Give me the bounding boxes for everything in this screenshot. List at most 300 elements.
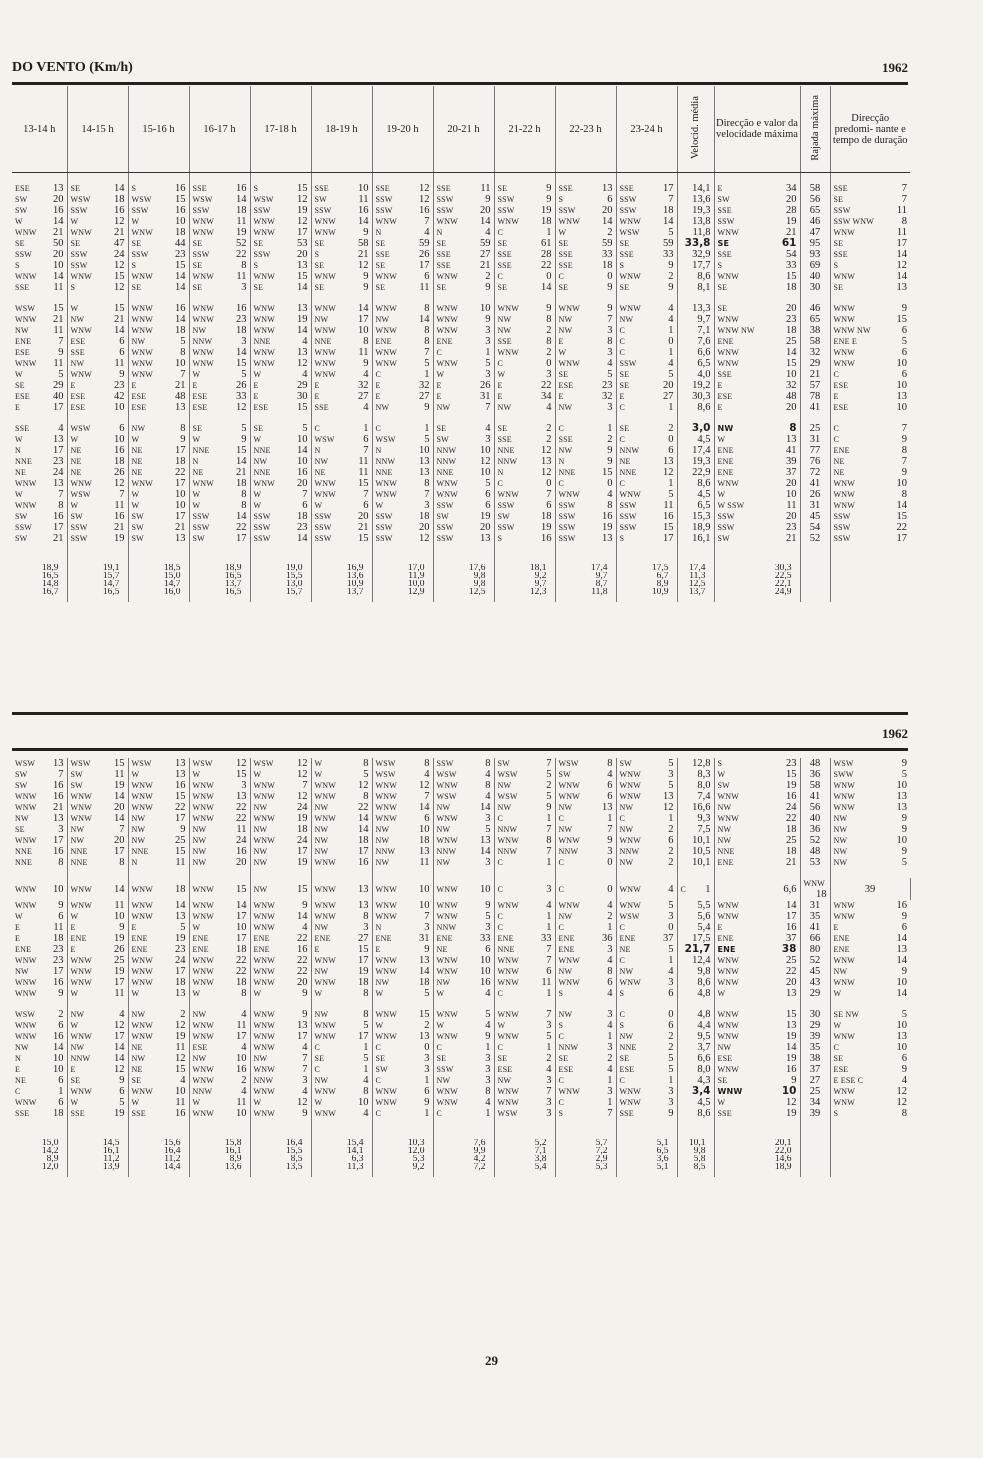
prevailing-cell: [830, 846, 910, 857]
hour-cell: [372, 977, 433, 988]
wind-direction: WNW: [131, 803, 153, 812]
wind-speed: 8: [363, 988, 369, 999]
wind-speed: 5: [424, 988, 430, 999]
max-speed-cell: [714, 769, 800, 780]
max-direction: WNW NW: [717, 326, 755, 335]
wind-direction: C: [375, 370, 382, 379]
wind-speed: 3: [607, 347, 613, 358]
hour-cell: [128, 944, 189, 955]
max-gust: 40: [809, 271, 821, 282]
average-value: [250, 564, 311, 572]
hour-cell: [555, 944, 616, 955]
wind-speed: 11: [236, 1020, 247, 1031]
gap-cell: [12, 1119, 67, 1139]
wind-direction: NW: [497, 1076, 512, 1085]
wind-direction: W: [192, 435, 201, 444]
wind-speed: 21: [114, 314, 125, 325]
hour-cell: [67, 911, 128, 922]
mean-speed: 10,1: [692, 857, 711, 868]
wind-direction: WNW: [192, 272, 214, 281]
wind-direction: WNW: [375, 479, 397, 488]
hour-cell: [67, 358, 128, 369]
table-end: [12, 1171, 910, 1177]
wind-speed: 37: [663, 933, 674, 944]
hour-cell: [311, 1086, 372, 1097]
hour-cell: [616, 1075, 677, 1086]
wind-speed: 19: [175, 933, 186, 944]
wind-direction: N: [314, 446, 321, 455]
wind-speed: 14: [114, 325, 125, 336]
wind-speed: 14: [236, 194, 247, 205]
max-speed-cell: [714, 402, 800, 413]
wind-direction: W: [192, 1098, 201, 1107]
wind-speed: 16: [602, 511, 613, 522]
hour-cell: [616, 1042, 677, 1053]
wind-direction: WNW: [314, 304, 336, 313]
table-row: [12, 238, 910, 249]
wind-speed: 5: [668, 1053, 674, 1064]
wind-speed: 10: [236, 1053, 247, 1064]
mean-speed: 10,5: [692, 846, 711, 857]
max-speed: 23: [786, 758, 797, 769]
gap-cell: [830, 1171, 910, 1177]
wind-direction: NNE: [253, 337, 271, 346]
max-gust-label: Rajada máxima: [809, 94, 821, 161]
wind-speed: 15: [297, 271, 308, 282]
prevailing-duration: 6: [901, 347, 907, 358]
wind-direction: NNW: [436, 847, 457, 856]
wind-direction: WNW: [253, 912, 275, 921]
wind-speed: 58: [358, 238, 369, 249]
hour-cell: [128, 966, 189, 977]
prevailing-direction: E ESE C: [833, 1076, 864, 1085]
hour-cell: [12, 1097, 67, 1108]
table-row: [12, 282, 910, 293]
wind-speed: 5: [668, 369, 674, 380]
prevailing-duration: 11: [896, 227, 907, 238]
prevailing-duration: 5: [901, 769, 907, 780]
wind-speed: 6: [363, 500, 369, 511]
wind-speed: 3: [241, 336, 247, 347]
hour-cell: [372, 1053, 433, 1064]
gap-cell: [372, 413, 433, 423]
hour-cell: [433, 380, 494, 391]
wind-speed: 2: [668, 857, 674, 868]
wind-speed: 17: [358, 955, 369, 966]
wind-direction: WNW: [192, 792, 214, 801]
wind-direction: S: [619, 534, 625, 543]
wind-direction: NW: [192, 326, 207, 335]
wind-speed: 18: [175, 977, 186, 988]
gust-cell: [800, 434, 830, 445]
wind-speed: 16: [297, 467, 308, 478]
table-row: [12, 205, 910, 216]
wind-direction: WNW: [436, 304, 458, 313]
wind-speed: 5: [241, 423, 247, 434]
wind-direction: WNW: [375, 912, 397, 921]
prevailing-direction: WNW: [833, 1032, 855, 1041]
wind-speed: 7: [424, 216, 430, 227]
max-gust: 32: [809, 347, 821, 358]
wind-direction: WNW: [375, 359, 397, 368]
wind-direction: E: [15, 934, 21, 943]
hour-cell: [616, 336, 677, 347]
wind-speed: 13: [297, 1020, 308, 1031]
wind-speed: 4: [241, 1042, 247, 1053]
hour-cell: [311, 511, 372, 522]
wind-direction: S: [497, 534, 503, 543]
wind-direction: ESE: [619, 1065, 635, 1074]
hour-cell: [311, 445, 372, 456]
hour-cell: [433, 1108, 494, 1119]
max-speed-cell: [714, 336, 800, 347]
hour-cell: [433, 522, 494, 533]
wind-direction: NW: [131, 337, 146, 346]
hour-cell: [189, 271, 250, 282]
hour-cell: [494, 380, 555, 391]
max-speed: 24: [786, 802, 797, 813]
max-speed: 21: [786, 857, 797, 868]
col-h20: 20-21 h: [433, 86, 494, 173]
wind-direction: ENE: [375, 934, 392, 943]
wind-speed: 18: [236, 478, 247, 489]
wind-direction: WSW: [15, 304, 36, 313]
wind-speed: 10: [114, 434, 125, 445]
wind-direction: NW: [436, 803, 451, 812]
hour-cell: [12, 966, 67, 977]
averages-row: [12, 572, 910, 580]
gap-cell: [494, 413, 555, 423]
wind-speed: 7: [302, 780, 308, 791]
wind-speed: 1: [607, 1097, 613, 1108]
wind-speed: 22: [236, 955, 247, 966]
hour-cell: [12, 1075, 67, 1086]
prevailing-cell: [830, 1108, 910, 1119]
hour-cell: [250, 249, 311, 260]
wind-speed: 36: [602, 933, 613, 944]
hour-cell: [12, 824, 67, 835]
max-speed-cell: [714, 813, 800, 824]
wind-speed: 8: [363, 1009, 369, 1020]
gust-cell: [800, 467, 830, 478]
wind-speed: 17: [114, 977, 125, 988]
hour-cell: [372, 391, 433, 402]
wind-speed: 9: [607, 456, 613, 467]
mean-speed-cell: [677, 1064, 714, 1075]
hour-cell: [555, 500, 616, 511]
average-value: [555, 564, 616, 572]
hour-cell: [311, 467, 372, 478]
gap-cell: [12, 293, 67, 303]
hour-cell: [311, 813, 372, 824]
prevailing-direction: S: [833, 261, 839, 270]
hour-cell: [250, 369, 311, 380]
wind-direction: SSE: [497, 435, 512, 444]
hour-cell: [555, 467, 616, 478]
hour-cell: [616, 922, 677, 933]
wind-direction: NNE: [436, 468, 454, 477]
wind-speed: 4: [302, 336, 308, 347]
hour-cell: [128, 282, 189, 293]
wind-direction: NW: [253, 803, 268, 812]
hour-cell: [616, 478, 677, 489]
mean-speed-cell: [677, 238, 714, 249]
wind-direction: C: [314, 1065, 321, 1074]
hour-cell: [555, 271, 616, 282]
wind-direction: ESE: [15, 348, 30, 357]
wind-speed: 13: [53, 758, 64, 769]
prevailing-direction: WNW: [833, 228, 855, 237]
hour-cell: [189, 347, 250, 358]
hour-cell: [128, 1042, 189, 1053]
hour-cell: [67, 922, 128, 933]
wind-direction: WNW: [192, 814, 214, 823]
wind-direction: WNW: [192, 1109, 214, 1118]
max-direction: WNW: [717, 1065, 739, 1074]
max-speed-cell: [800, 878, 830, 900]
page-year: 1962: [882, 60, 908, 75]
max-speed: 19: [786, 216, 797, 227]
prevailing-direction: ENE: [833, 934, 850, 943]
wind-direction: E: [15, 1065, 21, 1074]
wind-direction: SE: [497, 184, 508, 193]
gust-cell: [800, 791, 830, 802]
hour-cell: [12, 434, 67, 445]
prevailing-cell: [830, 303, 910, 314]
gap-cell: [311, 868, 372, 878]
wind-speed: 9: [302, 1108, 308, 1119]
wind-speed: 33: [541, 933, 552, 944]
max-direction: WNW: [717, 479, 739, 488]
wind-speed: 3: [485, 1053, 491, 1064]
max-direction: SW: [717, 781, 730, 790]
wind-direction: NW: [619, 315, 634, 324]
wind-direction: NW: [15, 326, 29, 335]
hour-cell: [494, 183, 555, 194]
hour-cell: [311, 900, 372, 911]
wind-speed: 15: [663, 522, 674, 533]
wind-direction: W: [131, 770, 140, 779]
average-number: 8,9: [229, 1155, 242, 1163]
hour-cell: [189, 878, 250, 900]
wind-speed: 12: [297, 758, 308, 769]
wind-direction: N: [131, 858, 138, 867]
wind-direction: WSW: [192, 759, 213, 768]
hour-cell: [250, 391, 311, 402]
average-number: 9,2: [412, 1163, 425, 1171]
hour-cell: [494, 336, 555, 347]
table-row: [12, 1009, 910, 1020]
max-speed: 34: [786, 183, 797, 194]
mean-speed: 6,5: [697, 500, 711, 511]
wind-direction: WSW: [314, 435, 335, 444]
gap-cell: [616, 596, 677, 602]
prevailing-direction: WNW: [833, 978, 855, 987]
hour-cell: [311, 489, 372, 500]
hour-cell: [372, 780, 433, 791]
wind-speed: 5: [180, 336, 186, 347]
hour-cell: [250, 478, 311, 489]
wind-direction: S: [253, 261, 259, 270]
hour-cell: [433, 282, 494, 293]
mean-speed: 33,8: [684, 238, 711, 249]
table-row: [12, 380, 910, 391]
wind-speed: 7: [119, 489, 125, 500]
hour-cell: [250, 423, 311, 434]
prevailing-cell: [830, 489, 910, 500]
mean-speed-cell: [677, 533, 714, 544]
average-value: [67, 572, 128, 580]
average-number: 22,5: [774, 572, 792, 580]
wind-speed: 11: [358, 467, 369, 478]
wind-speed: 1: [607, 423, 613, 434]
hour-cell: [616, 282, 677, 293]
prevailing-cell: [830, 500, 910, 511]
prevailing-cell: [830, 933, 910, 944]
wind-direction: SE: [314, 239, 325, 248]
mean-speed-cell: [677, 402, 714, 413]
wind-speed: 7: [607, 1108, 613, 1119]
hour-cell: [250, 802, 311, 813]
prevailing-cell: [830, 1031, 910, 1042]
wind-direction: WNW: [436, 1010, 458, 1019]
wind-speed: 3: [485, 1064, 491, 1075]
col-h19: 19-20 h: [372, 86, 433, 173]
averages-row: [12, 1139, 910, 1147]
wind-speed: 6: [668, 835, 674, 846]
wind-speed: 14: [53, 216, 64, 227]
max-direction: WNW: [717, 359, 739, 368]
average-value: [12, 588, 67, 596]
wind-direction: NW: [314, 1010, 329, 1019]
hour-cell: [616, 988, 677, 999]
wind-direction: WNW: [375, 326, 397, 335]
wind-speed: 4: [424, 227, 430, 238]
average-value: [311, 580, 372, 588]
average-value: [555, 572, 616, 580]
wind-speed: 9: [302, 1009, 308, 1020]
averages-row: [12, 588, 910, 596]
hour-cell: [189, 380, 250, 391]
hour-cell: [433, 303, 494, 314]
max-direction: E: [717, 403, 723, 412]
wind-speed: 11: [175, 1097, 186, 1108]
max-gust: 36: [809, 824, 821, 835]
prevailing-direction: ESE: [833, 1065, 849, 1074]
wind-direction: C: [375, 1076, 382, 1085]
wind-direction: W: [375, 1021, 384, 1030]
hour-cell: [372, 227, 433, 238]
wind-speed: 1: [485, 1108, 491, 1119]
gap-cell: [372, 999, 433, 1009]
wind-direction: ESE: [192, 1043, 208, 1052]
wind-speed: 4: [363, 1075, 369, 1086]
prevailing-direction: WNW: [833, 901, 855, 910]
hour-cell: [311, 456, 372, 467]
wind-direction: WNW: [70, 956, 92, 965]
wind-speed: 10: [175, 1086, 186, 1097]
wind-speed: 9: [607, 303, 613, 314]
wind-speed: 13: [175, 988, 186, 999]
hour-cell: [433, 402, 494, 413]
max-direction: W: [717, 435, 726, 444]
wind-direction: WNW: [314, 1087, 336, 1096]
wind-direction: W: [192, 989, 201, 998]
hour-cell: [189, 944, 250, 955]
prevailing-duration: 13: [896, 1031, 907, 1042]
wind-speed: 12: [358, 780, 369, 791]
wind-direction: WNW: [253, 792, 275, 801]
hour-cell: [311, 1075, 372, 1086]
wind-direction: SW: [15, 195, 28, 204]
gap-cell: [128, 173, 189, 184]
gap-cell: [189, 1171, 250, 1177]
max-gust: 69: [809, 260, 821, 271]
hour-cell: [12, 758, 67, 769]
max-gust: 29: [809, 358, 821, 369]
prevailing-direction: E: [833, 923, 839, 932]
hour-cell: [250, 227, 311, 238]
hour-cell: [616, 456, 677, 467]
wind-direction: SSE: [314, 184, 329, 193]
average-value: [12, 1163, 67, 1171]
gap-cell: [311, 999, 372, 1009]
wind-direction: NW: [619, 803, 634, 812]
wind-direction: WSW: [375, 435, 396, 444]
hour-cell: [433, 878, 494, 900]
table-row: [12, 402, 910, 413]
max-speed: 19: [786, 780, 797, 791]
wind-speed: 17: [175, 445, 186, 456]
wind-direction: W: [192, 501, 201, 510]
col-h13: 13-14 h: [12, 86, 67, 173]
wind-direction: WNW: [253, 1109, 275, 1118]
wind-direction: SW: [70, 512, 83, 521]
max-gust: 56: [809, 194, 821, 205]
col-h16: 16-17 h: [189, 86, 250, 173]
gust-cell: [800, 271, 830, 282]
hour-cell: [494, 1108, 555, 1119]
wind-speed: 10: [419, 883, 430, 895]
average-number: 14,7: [163, 580, 181, 588]
prevailing-duration: 9: [901, 467, 907, 478]
wind-direction: N: [375, 923, 382, 932]
wind-direction: NNE: [253, 468, 271, 477]
mean-speed: 5,6: [697, 911, 711, 922]
hour-cell: [12, 205, 67, 216]
wind-table-upper: [12, 86, 910, 602]
wind-speed: 14: [175, 271, 186, 282]
gust-cell: [800, 347, 830, 358]
hour-cell: [128, 336, 189, 347]
wind-direction: NE: [131, 1043, 143, 1052]
prevailing-direction: WNW: [833, 912, 855, 921]
average-number: 16,7: [41, 588, 59, 596]
hour-cell: [372, 336, 433, 347]
hour-cell: [372, 511, 433, 522]
wind-direction: WNW: [192, 1065, 214, 1074]
prevailing-duration: 10: [896, 835, 907, 846]
wind-speed: 19: [297, 813, 308, 824]
hour-cell: [128, 1064, 189, 1075]
hour-cell: [616, 402, 677, 413]
hour-cell: [67, 933, 128, 944]
prevailing-cell: [830, 380, 910, 391]
hour-cell: [311, 183, 372, 194]
wind-direction: NW: [375, 403, 390, 412]
hour-cell: [433, 533, 494, 544]
wind-speed: 6: [546, 500, 552, 511]
